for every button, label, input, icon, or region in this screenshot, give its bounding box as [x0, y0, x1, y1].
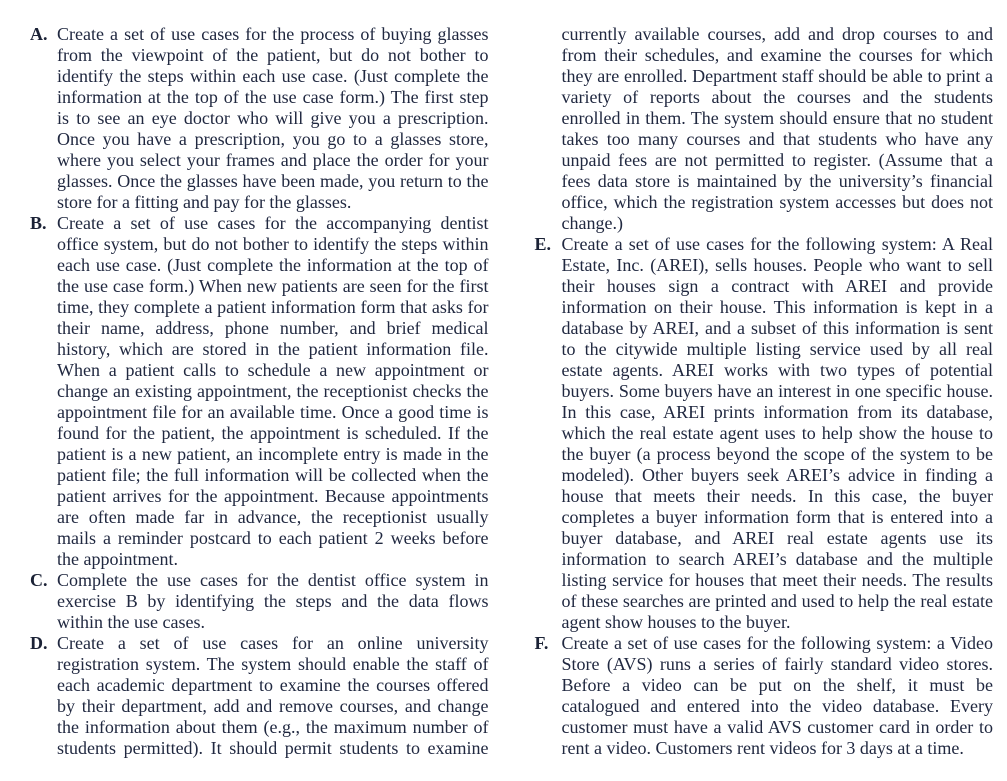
exercise-item-e	[535, 234, 994, 633]
exercise-text-c: Complete the use cases for the dentist office system in exercise B by identifying the steps and the data flows within the use cases.	[57, 570, 489, 632]
exercise-item-a	[30, 24, 489, 213]
exercise-item-c	[30, 570, 489, 633]
exercise-label-c: C.	[30, 570, 48, 590]
exercise-label-b: B.	[30, 213, 47, 233]
exercise-text-d: Create a set of use cases for an online university registration system. The system should enable the staff of each academic department to examine the courses offered by their department, add and remove courses, and change the information about them (e.g., the maximum number of students permitted). It should permit students to examine currently available courses, add and drop courses to and from their schedules, and examine the courses for which they are enrolled. Department staff should be able to print a variety of reports about the courses and the students enrolled in them. The system should ensure that no student takes too many courses and that students who have any unpaid fees are not permitted to register. (Assume that a fees data store is maintained by the university’s financial office, which the registration system accesses but does not change.)	[57, 24, 993, 758]
exercise-text-f: Create a set of use cases for the following system: a Video Store (AVS) runs a series of fairly standard video stores. Before a video can be put on the shelf, it must be catalogued and entered into the video database. Every customer must have a valid AVS customer card in order to rent a video. Customers rent videos for 3 days at a time.	[561, 633, 993, 758]
exercise-text-b: Create a set of use cases for the accompanying dentist office system, but do not bother to identify the steps within each use case. (Just complete the information at the top of the use case form.) When new patients are seen for the first time, they complete a patient information form that asks for their name, address, phone number, and brief medical history, which are stored in the patient information file. When a patient calls to schedule a new appointment or change an existing appointment, the receptionist checks the appointment file for an available time. Once a good time is found for the patient, the appointment is scheduled. If the patient is a new patient, an incomplete entry is made in the patient file; the full information will be collected when the patient arrives for the appointment. Because appointments are often made far in advance, the receptionist usually mails a reminder postcard to each patient 2 weeks before the appointment.	[57, 213, 489, 569]
exercise-list	[30, 24, 993, 760]
exercise-label-f: F.	[534, 633, 549, 653]
exercise-label-d: D.	[30, 633, 48, 653]
exercise-item-b	[30, 213, 489, 570]
exercise-item-f	[535, 633, 994, 759]
exercise-label-e: E.	[534, 234, 552, 254]
exercise-text-a: Create a set of use cases for the process of buying glasses from the viewpoint of the patient, but do not bother to identify the steps within each use case. (Just complete the information at the top of the use case form.) The first step is to see an eye doctor who will give you a prescription. Once you have a prescription, you go to a glasses store, where you select your frames and place the order for your glasses. Once the glasses have been made, you return to the store for a fitting and pay for the glasses.	[57, 24, 489, 212]
exercise-label-a: A.	[30, 24, 48, 44]
exercise-text-e: Create a set of use cases for the following system: A Real Estate, Inc. (AREI), sells houses. People who want to sell their houses sign a contract with AREI and provide information on their house. This information is kept in a database by AREI, and a subset of this information is sent to the citywide multiple listing service used by all real estate agents. AREI works with two types of potential buyers. Some buyers have an interest in one specific house. In this case, AREI prints information from its database, which the real estate agent uses to help show the house to the buyer (a process beyond the scope of the system to be modeled). Other buyers seek AREI’s advice in finding a house that meets their needs. In this case, the buyer completes a buyer information form that is entered into a buyer database, and AREI real estate agents use its information to search AREI’s database and the multiple listing service for houses that meet their needs. The results of these searches are printed and used to help the real estate agent show houses to the buyer.	[561, 234, 993, 632]
